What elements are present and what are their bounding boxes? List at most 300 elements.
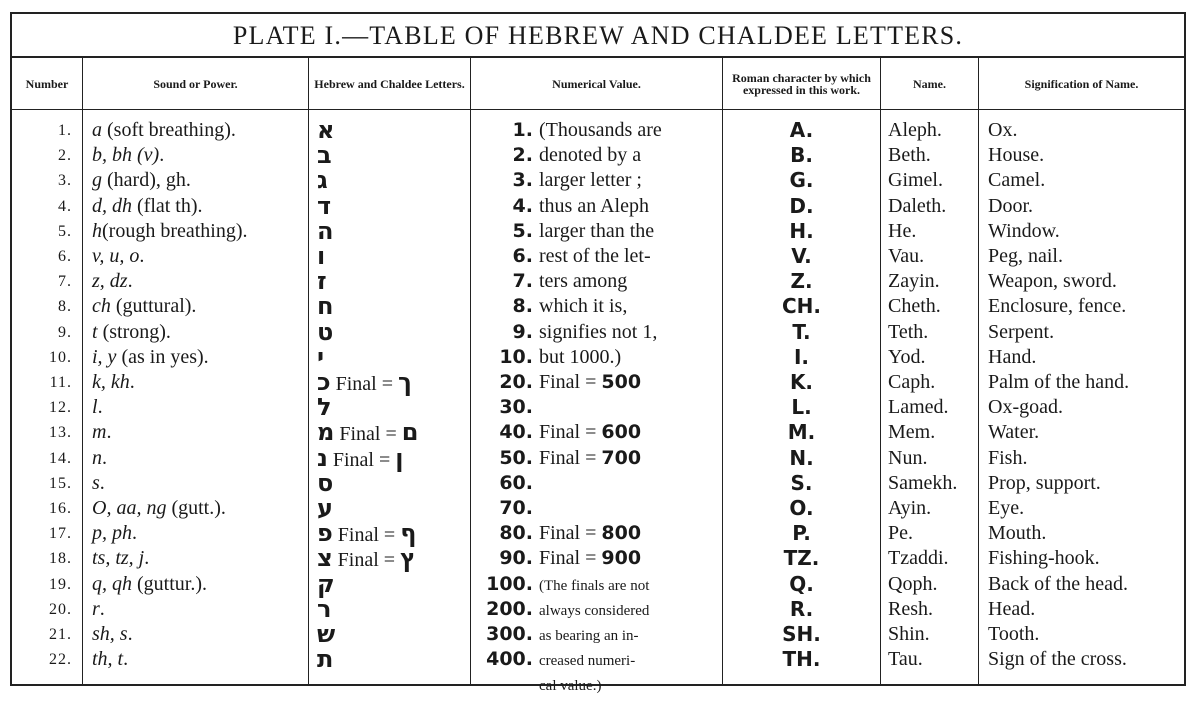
row-value xyxy=(471,672,722,697)
row-hebrew xyxy=(309,395,470,420)
hebrew-letter: ע xyxy=(317,494,333,522)
row-roman: TZ. xyxy=(783,546,820,571)
value-final: 500 xyxy=(601,371,642,393)
value-number: 6. xyxy=(512,245,533,267)
row-hebrew xyxy=(309,118,470,143)
value-text: which it is, xyxy=(539,295,628,318)
row-signification: Fish. xyxy=(988,446,1028,469)
row-sound-text: . xyxy=(127,270,133,293)
final-letter: ץ xyxy=(400,544,416,573)
row-hebrew xyxy=(309,244,470,269)
value-number: 20. xyxy=(499,371,533,393)
row-hebrew xyxy=(309,216,470,245)
value-text: as bearing an in- xyxy=(539,628,639,644)
row-sound xyxy=(83,521,308,546)
hebrew-letter: ק xyxy=(317,569,335,598)
row-number: 6. xyxy=(58,248,72,265)
row-name: Tau. xyxy=(888,648,923,671)
row-sound-text: (guttural). xyxy=(110,295,197,318)
row-signification: Back of the head. xyxy=(988,572,1128,595)
column-hebrew xyxy=(308,58,470,684)
row-sound xyxy=(83,471,308,496)
row-hebrew xyxy=(309,370,470,395)
row-hebrew xyxy=(309,168,470,193)
row-value xyxy=(471,219,722,244)
row-roman: I. xyxy=(793,344,810,369)
row-sound-italic: t xyxy=(92,320,98,343)
row-sound xyxy=(83,244,308,269)
final-label: Final = xyxy=(339,423,397,446)
row-number xyxy=(12,672,82,697)
hebrew-letter: ב xyxy=(317,141,332,170)
row-hebrew xyxy=(309,443,470,472)
row-signification: Palm of the hand. xyxy=(988,371,1130,393)
value-number: 9. xyxy=(512,320,533,343)
row-roman: TH. xyxy=(782,647,821,672)
row-signification: Serpent. xyxy=(988,320,1055,343)
row-sound-text: (strong). xyxy=(97,320,171,343)
row-roman: Z. xyxy=(790,269,813,294)
value-number: 70. xyxy=(499,497,533,519)
row-number: 18. xyxy=(49,550,72,568)
row-value xyxy=(471,471,722,496)
row-number: 11. xyxy=(49,374,72,391)
row-signification: Hand. xyxy=(988,345,1037,368)
row-roman: G. xyxy=(789,168,814,193)
value-text: always considered xyxy=(539,602,650,619)
row-sound xyxy=(83,219,308,244)
hebrew-letter: י xyxy=(317,342,325,371)
row-hebrew xyxy=(309,496,470,521)
row-number: 16. xyxy=(49,500,72,517)
value-number: 100. xyxy=(486,572,533,595)
value-text: thus an Aleph xyxy=(539,194,649,217)
final-label: Final = xyxy=(337,524,396,547)
row-hebrew xyxy=(309,269,470,294)
final-label: Final = xyxy=(332,448,391,471)
row-name: Tzaddi. xyxy=(888,547,949,570)
row-value xyxy=(471,168,722,193)
row-hebrew xyxy=(309,594,470,623)
row-sound xyxy=(83,672,308,697)
hebrew-letter: ל xyxy=(317,393,332,422)
value-text: creased numeri- xyxy=(539,653,636,670)
row-sound xyxy=(83,446,308,471)
row-sound xyxy=(83,647,308,672)
value-text: ters among xyxy=(539,270,628,293)
row-sound-text: . xyxy=(99,597,105,620)
row-roman: N. xyxy=(789,445,814,470)
value-number: 80. xyxy=(499,522,533,545)
column-sound xyxy=(82,58,308,684)
column-value xyxy=(470,58,722,695)
value-text: Final = xyxy=(539,446,597,469)
row-sound-text: . xyxy=(123,648,129,671)
row-roman: P. xyxy=(792,521,811,546)
row-number: 10. xyxy=(49,348,72,366)
final-letter: ף xyxy=(400,519,417,548)
column-number xyxy=(12,58,82,684)
row-signification: Camel. xyxy=(988,169,1046,192)
column-signification xyxy=(978,58,1184,684)
row-number: 14. xyxy=(49,449,72,467)
row-roman: T. xyxy=(792,319,811,344)
final-letter: ם xyxy=(401,418,419,447)
row-name: Daleth. xyxy=(888,194,947,217)
row-value xyxy=(471,622,722,647)
hebrew-letter: ד xyxy=(317,191,332,220)
row-signification: Door. xyxy=(988,194,1033,217)
letters-table xyxy=(12,58,1184,695)
row-hebrew xyxy=(309,143,470,168)
value-text: Final = xyxy=(539,421,597,444)
value-text: Final = xyxy=(539,522,597,545)
value-text: larger letter ; xyxy=(539,169,642,192)
row-sound-text: . xyxy=(127,623,133,645)
final-label: Final = xyxy=(337,549,396,572)
value-number: 30. xyxy=(499,396,533,419)
row-number: 8. xyxy=(58,298,72,316)
row-sound-text: . xyxy=(102,446,107,469)
row-name: Pe. xyxy=(888,522,913,545)
value-text: denoted by a xyxy=(539,144,642,167)
row-number: 7. xyxy=(58,273,72,291)
row-value xyxy=(471,294,722,319)
hebrew-letter: ח xyxy=(317,292,334,321)
row-name: Samekh. xyxy=(888,471,958,494)
row-name: Teth. xyxy=(888,320,929,343)
row-value xyxy=(471,395,722,420)
value-number: 60. xyxy=(499,471,533,494)
row-number: 22. xyxy=(49,651,72,669)
value-number: 200. xyxy=(486,597,533,620)
hebrew-final xyxy=(333,544,416,573)
row-sound-italic: v, u, o xyxy=(92,245,140,267)
value-number: 8. xyxy=(512,295,533,318)
row-number: 17. xyxy=(49,525,72,543)
value-final: 600 xyxy=(601,421,642,444)
row-signification: House. xyxy=(988,144,1045,167)
value-text: Final = xyxy=(539,547,597,570)
row-roman: B. xyxy=(790,143,813,168)
row-sound-text: (soft breathing). xyxy=(102,119,236,141)
row-value xyxy=(471,345,722,370)
row-roman: V. xyxy=(791,244,812,268)
row-value xyxy=(471,420,722,445)
hebrew-letter: ס xyxy=(317,468,334,497)
row-sound-italic: ts, tz, j xyxy=(92,547,145,570)
row-hebrew xyxy=(309,521,470,546)
row-hebrew xyxy=(309,622,470,647)
row-sound xyxy=(83,395,308,420)
row-value xyxy=(471,546,722,571)
header-name: Name. xyxy=(881,58,978,110)
row-sound xyxy=(83,345,308,370)
hebrew-letter: פ xyxy=(317,519,333,548)
row-sound xyxy=(83,546,308,571)
row-sound xyxy=(83,572,308,597)
row-signification: Prop, support. xyxy=(988,471,1101,494)
row-sound xyxy=(83,420,308,445)
row-hebrew xyxy=(309,420,470,445)
value-number: 300. xyxy=(486,623,533,645)
row-name: Zayin. xyxy=(888,270,940,293)
row-sound-text: . xyxy=(97,396,103,419)
row-hebrew xyxy=(309,468,470,497)
row-signification: Peg, nail. xyxy=(988,245,1063,267)
row-roman: A. xyxy=(789,118,814,142)
row-sound xyxy=(83,622,308,647)
row-sound-italic: h xyxy=(92,219,102,242)
row-value xyxy=(471,370,722,395)
value-final: 900 xyxy=(601,547,642,570)
value-final: 800 xyxy=(601,522,642,545)
row-sound xyxy=(83,194,308,219)
row-signification: Ox-goad. xyxy=(988,396,1063,419)
row-hebrew xyxy=(309,294,470,319)
row-name: Shin. xyxy=(888,623,930,645)
row-sound-italic: n xyxy=(92,446,102,469)
row-number: 13. xyxy=(49,424,72,442)
column-roman xyxy=(722,58,880,684)
row-sound-italic: b, bh (v) xyxy=(92,144,160,167)
row-sound xyxy=(83,269,308,294)
row-sound-italic: g xyxy=(92,169,102,192)
row-roman: CH. xyxy=(781,294,821,319)
row-signification: Fishing-hook. xyxy=(988,547,1100,570)
row-sound-text: (rough breathing). xyxy=(102,219,248,242)
hebrew-letter: צ xyxy=(317,544,333,573)
value-text: larger than the xyxy=(539,219,655,242)
row-value xyxy=(471,647,722,672)
row-sound-text: (flat th). xyxy=(132,194,203,217)
row-sound-text: . xyxy=(159,144,165,167)
row-sound xyxy=(83,496,308,521)
row-value xyxy=(471,572,722,597)
row-sound-italic: p, ph xyxy=(92,522,132,545)
row-name: Mem. xyxy=(888,421,936,444)
value-number: 2. xyxy=(512,144,533,167)
value-number: 5. xyxy=(512,219,533,242)
row-signification: Tooth. xyxy=(988,623,1040,645)
row-hebrew xyxy=(309,317,470,346)
column-name xyxy=(880,58,978,684)
row-name: Ayin. xyxy=(888,497,932,519)
row-name: Cheth. xyxy=(888,295,941,318)
hebrew-letter: נ xyxy=(317,443,328,472)
plate-frame xyxy=(10,12,1186,695)
row-value xyxy=(471,496,722,521)
row-signification: Ox. xyxy=(988,119,1018,141)
header-number: Number xyxy=(12,58,82,110)
row-roman: Q. xyxy=(789,571,814,596)
row-name: Gimel. xyxy=(888,169,943,192)
row-name: Caph. xyxy=(888,371,936,393)
row-sound-italic: q, qh xyxy=(92,572,132,595)
hebrew-letter: ו xyxy=(317,242,326,270)
row-name: He. xyxy=(888,219,917,242)
value-text: cal value.) xyxy=(539,678,602,695)
hebrew-letter: ש xyxy=(317,620,336,648)
row-roman: D. xyxy=(789,193,814,218)
row-sound-italic: ch xyxy=(92,295,111,318)
header-signification: Signification of Name. xyxy=(979,58,1184,110)
row-hebrew xyxy=(309,647,470,672)
row-sound-text: (guttur.). xyxy=(132,572,207,595)
row-sound-italic: th, t xyxy=(92,648,124,671)
row-signification: Sign of the cross. xyxy=(988,648,1127,671)
page-title: PLATE I.—TABLE OF HEBREW AND CHALDEE LETTERS. xyxy=(12,14,1184,58)
row-roman: M. xyxy=(787,420,816,445)
value-text: rest of the let- xyxy=(539,245,651,267)
value-number: 1. xyxy=(512,119,533,141)
row-value xyxy=(471,446,722,471)
row-signification: Eye. xyxy=(988,497,1025,519)
final-letter: ן xyxy=(395,443,404,472)
row-roman: H. xyxy=(789,218,814,243)
hebrew-letter: ה xyxy=(317,216,334,245)
row-value xyxy=(471,143,722,168)
value-number: 400. xyxy=(486,648,533,671)
row-name: Beth. xyxy=(888,144,931,167)
row-sound-italic: i, y xyxy=(92,345,117,368)
row-name: Qoph. xyxy=(888,572,938,595)
value-number: 10. xyxy=(499,345,533,368)
row-number: 19. xyxy=(49,575,72,593)
row-roman: R. xyxy=(789,596,814,621)
value-number: 90. xyxy=(499,547,533,570)
hebrew-letter: ר xyxy=(317,594,332,623)
hebrew-letter: ז xyxy=(317,267,327,296)
header-value: Numerical Value. xyxy=(471,58,722,110)
row-number: 1. xyxy=(58,122,72,139)
value-number: 3. xyxy=(512,169,533,192)
row-sound-italic: sh, s xyxy=(92,623,128,645)
hebrew-letter: ג xyxy=(317,166,328,195)
row-number: 20. xyxy=(49,600,72,618)
header-sound: Sound or Power. xyxy=(83,58,308,110)
row-sound-text: (gutt.). xyxy=(166,497,226,519)
row-sound-text: (hard), gh. xyxy=(102,169,191,192)
hebrew-final xyxy=(328,443,404,472)
row-signification: Head. xyxy=(988,597,1036,620)
hebrew-final xyxy=(331,368,412,396)
hebrew-final xyxy=(334,418,419,447)
row-sound-text: . xyxy=(106,421,112,444)
row-name xyxy=(881,672,978,697)
row-sound-text: (as in yes). xyxy=(116,345,209,368)
row-sound-text: . xyxy=(132,522,137,545)
row-value xyxy=(471,597,722,622)
row-number: 12. xyxy=(49,399,72,417)
row-sound-text: . xyxy=(129,371,135,393)
row-number: 2. xyxy=(58,147,72,165)
value-text: Final = xyxy=(539,371,597,393)
row-name: Nun. xyxy=(888,446,928,469)
row-value xyxy=(471,118,722,143)
row-signification: Enclosure, fence. xyxy=(988,295,1127,318)
value-text: but 1000.) xyxy=(539,345,622,368)
row-value xyxy=(471,269,722,294)
row-hebrew xyxy=(309,342,470,371)
row-name: Vau. xyxy=(888,245,925,267)
row-sound xyxy=(83,294,308,319)
final-label: Final = xyxy=(335,373,393,395)
row-hebrew xyxy=(309,672,470,697)
row-sound-text: . xyxy=(99,471,105,494)
row-signification: Mouth. xyxy=(988,522,1047,545)
value-text: signifies not 1, xyxy=(539,320,658,343)
row-roman: S. xyxy=(790,470,813,495)
row-sound-italic: d, dh xyxy=(92,194,132,217)
row-sound xyxy=(83,143,308,168)
header-roman: Roman character by which expressed in this work. xyxy=(723,58,880,110)
row-roman: K. xyxy=(789,370,814,394)
value-text: (Thousands are xyxy=(539,119,662,141)
row-sound xyxy=(83,118,308,143)
row-signification: Water. xyxy=(988,421,1040,444)
row-name: Yod. xyxy=(888,345,926,368)
row-sound xyxy=(83,370,308,395)
final-letter: ך xyxy=(398,368,412,396)
row-hebrew xyxy=(309,569,470,598)
header-hebrew: Hebrew and Chaldee Letters. xyxy=(309,58,470,110)
value-number: 50. xyxy=(499,446,533,469)
hebrew-letter: ט xyxy=(317,317,334,346)
row-signification xyxy=(979,672,1184,697)
value-text: (The finals are not xyxy=(539,577,650,594)
row-sound-text: . xyxy=(139,245,145,267)
row-sound-italic: r xyxy=(92,597,100,620)
row-value xyxy=(471,320,722,345)
row-number: 21. xyxy=(49,626,72,643)
row-sound-italic: O, aa, ng xyxy=(92,497,167,519)
row-sound-italic: a xyxy=(92,119,102,141)
value-final: 700 xyxy=(601,446,642,469)
row-sound xyxy=(83,320,308,345)
value-number: 4. xyxy=(512,194,533,217)
row-name: Aleph. xyxy=(888,119,942,141)
row-sound-italic: z, dz xyxy=(92,270,128,293)
row-sound-italic: m xyxy=(92,421,107,444)
row-sound-italic: k, kh xyxy=(92,371,130,393)
row-number: 3. xyxy=(58,172,72,190)
row-name: Resh. xyxy=(888,597,933,620)
value-number: 7. xyxy=(512,270,533,293)
row-roman: O. xyxy=(789,496,814,520)
row-value xyxy=(471,244,722,269)
row-number: 9. xyxy=(58,323,72,341)
row-hebrew xyxy=(309,546,470,571)
row-name: Lamed. xyxy=(888,396,949,419)
row-value xyxy=(471,521,722,546)
row-sound-text: . xyxy=(144,547,150,570)
row-hebrew xyxy=(309,191,470,220)
row-value xyxy=(471,194,722,219)
row-number: 4. xyxy=(58,197,72,215)
row-number: 5. xyxy=(58,222,72,240)
row-roman xyxy=(723,672,880,697)
value-number: 40. xyxy=(499,421,533,444)
row-sound-italic: l xyxy=(92,396,98,419)
hebrew-letter: מ xyxy=(317,418,335,447)
row-signification: Window. xyxy=(988,219,1060,242)
row-number: 15. xyxy=(49,474,72,492)
row-sound-italic: s xyxy=(92,471,100,494)
row-roman: L. xyxy=(791,395,812,420)
row-signification: Weapon, sword. xyxy=(988,270,1117,293)
hebrew-letter: ת xyxy=(317,645,334,674)
